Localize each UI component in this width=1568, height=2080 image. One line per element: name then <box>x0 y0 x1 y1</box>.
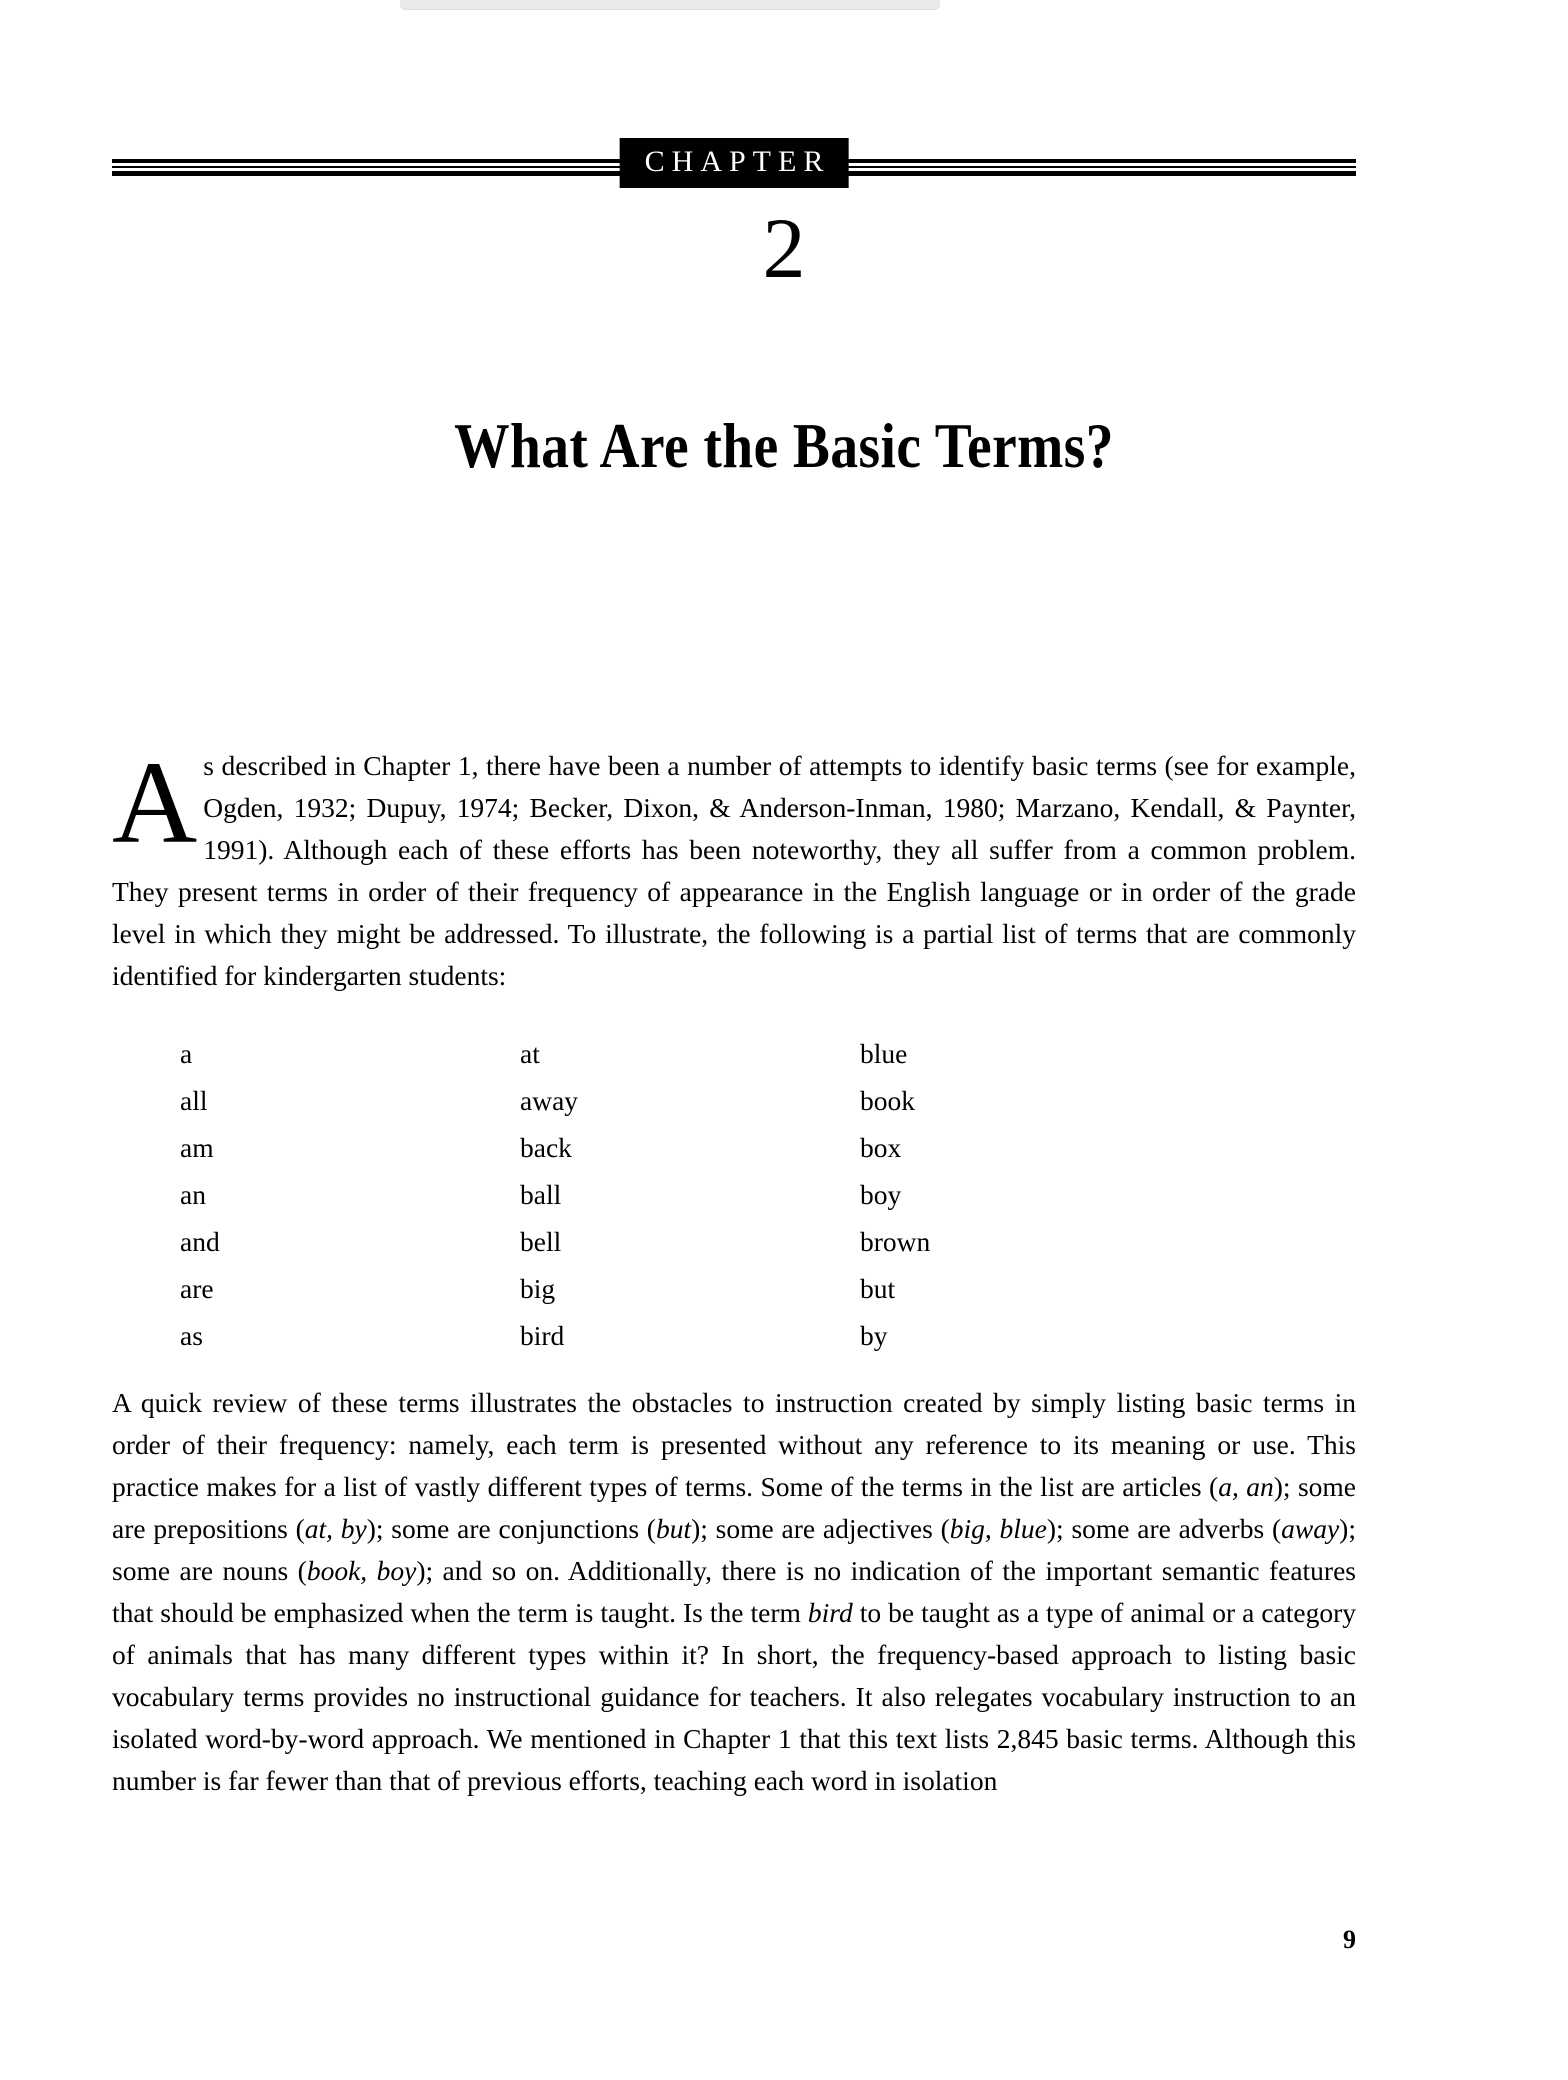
page-title: What Are the Basic Terms? <box>454 411 1114 482</box>
list-item: box <box>860 1132 902 1163</box>
list-item: bird <box>520 1320 565 1351</box>
list-item: and <box>180 1226 220 1257</box>
list-item: brown <box>860 1226 931 1257</box>
chapter-banner <box>112 138 1356 200</box>
list-item: away <box>520 1085 579 1116</box>
list-item: big <box>520 1273 556 1304</box>
list-item: bell <box>520 1226 562 1257</box>
second-paragraph-block <box>112 1382 1356 1802</box>
list-item: am <box>180 1132 214 1163</box>
word-column-1 <box>180 1030 520 1359</box>
list-item: book <box>860 1085 915 1116</box>
list-item: by <box>860 1320 888 1351</box>
chapter-label-plate <box>620 138 849 188</box>
chapter-label-text: CHAPTER <box>644 145 831 178</box>
list-item: at <box>520 1038 540 1069</box>
list-item: as <box>180 1320 203 1351</box>
scan-edge-artifact <box>400 0 940 10</box>
list-item: ball <box>520 1179 562 1210</box>
lead-paragraph: As described in Chapter 1, there have been a number of attempts to identify basic terms (see for example, Ogden, 1932; Dupuy, 1974; Becker, Dixon, & Anderson-Inman, 1980; Marzano, Kendall, & Paynter, 1991). Although each of these efforts has been noteworthy, they all suffer from a common problem. They present terms in order of their frequency of appearance in the English language or in order of the grade level in which they might be addressed. To illustrate, the following is a partial list of terms that are commonly identified for kindergarten students: <box>112 737 1356 991</box>
list-item: but <box>860 1273 896 1304</box>
lead-paragraph-block <box>112 737 1356 997</box>
list-item: an <box>180 1179 206 1210</box>
list-item: are <box>180 1273 214 1304</box>
word-column-2 <box>520 1030 860 1359</box>
list-item: boy <box>860 1179 902 1210</box>
list-item: blue <box>860 1038 908 1069</box>
word-column-3 <box>860 1030 1356 1359</box>
list-item: back <box>520 1132 572 1163</box>
page-number: 9 <box>1343 1925 1356 1954</box>
list-item: a <box>180 1038 193 1069</box>
list-item: all <box>180 1085 208 1116</box>
second-paragraph: A quick review of these terms illustrates the obstacles to instruction created by simply listing basic terms in order of their frequency: namely, each term is presented without any reference to its meaning or use. This practice makes for a list of vastly different types of terms. Some of the terms in the list are articles (a, an); some are prepositions (at, by); some are conjunctions (but); some are adjectives (big, blue); some are adverbs (away); some are nouns (book, boy); and so on. Additionally, there is no indication of the important semantic features that should be emphasized when the term is taught. Is the term bird to be taught as a type of animal or a category of animals that has many different types within it? In short, the frequency-based approach to listing basic vocabulary terms provides no instructional guidance for teachers. It also relegates vocabulary instruction to an isolated word-by-word approach. We mentioned in Chapter 1 that this text lists 2,845 basic terms. Although this number is far fewer than that of previous efforts, teaching each word in isolation <box>112 1387 1357 1796</box>
kindergarten-word-list <box>112 1030 1356 1359</box>
chapter-number: 2 <box>762 200 806 296</box>
